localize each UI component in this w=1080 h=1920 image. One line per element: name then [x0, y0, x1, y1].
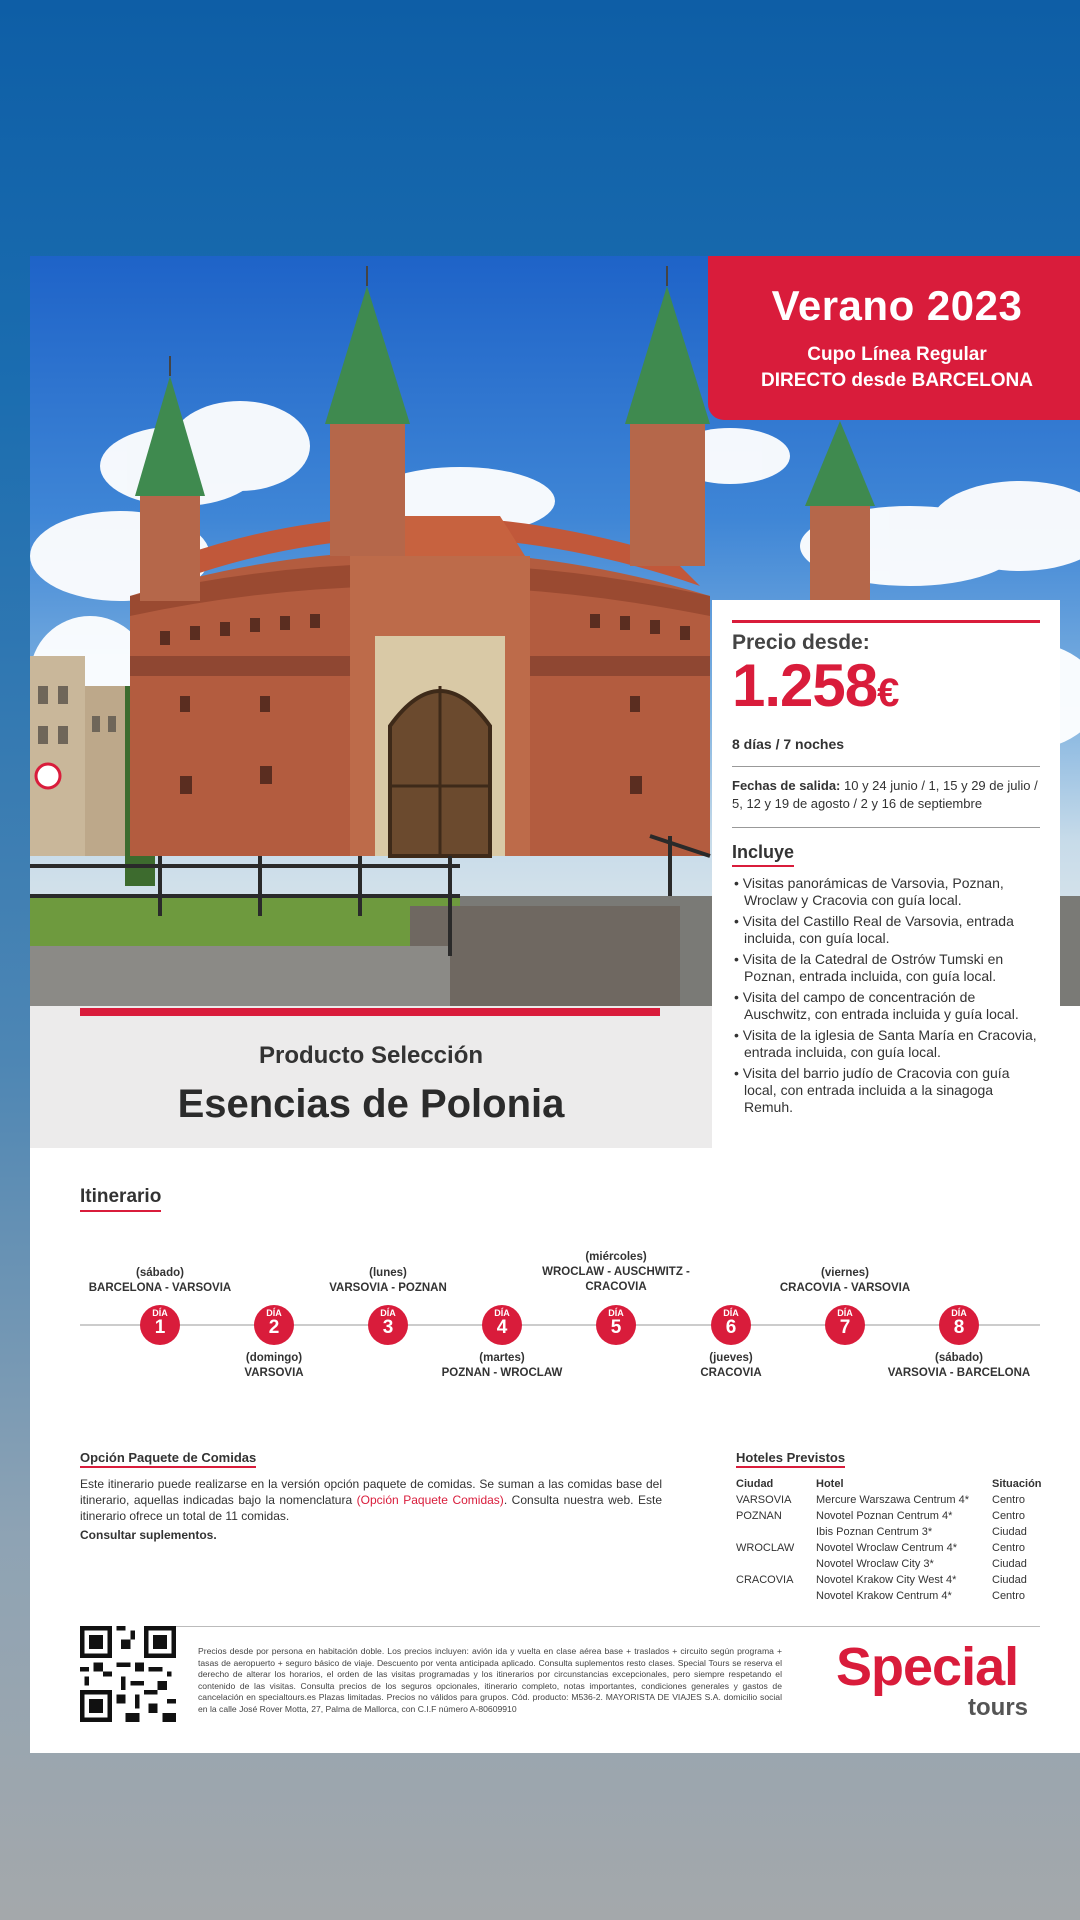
price-panel	[712, 600, 1060, 1148]
panel-divider	[732, 620, 1040, 623]
itinerary-title: Itinerario	[80, 1186, 161, 1212]
price-amount	[732, 652, 1040, 724]
hotels-title: Hoteles Previstos	[736, 1450, 845, 1468]
table-row: Novotel Krakow Centrum 4* Centro	[816, 1590, 1026, 1602]
include-item: • Visita del Castillo Real de Varsovia, entrada incluida, con guía local.	[734, 913, 1014, 946]
day-3-marker: DÍA 3	[368, 1305, 408, 1345]
panel-separator	[732, 827, 1040, 828]
price-currency: €	[877, 671, 899, 715]
day-8-label: (sábado) VARSOVIA - BARCELONA	[887, 1352, 1031, 1379]
include-item: • Visita del barrio judío de Cracovia con guía local, con entrada incluida a la sinagoga Remuh.	[734, 1065, 1010, 1115]
badge-line-1: Cupo Línea Regular	[807, 344, 987, 365]
day-1-label: (sábado) BARCELONA - VARSOVIA	[88, 1267, 232, 1294]
special-tours-logo-sub: tours	[968, 1694, 1028, 1721]
footer-divider	[80, 1626, 1040, 1627]
accent-bar	[80, 1008, 660, 1016]
trip-duration: 8 días / 7 noches	[732, 736, 845, 752]
price-label: Precio desde:	[732, 631, 870, 654]
table-row: WROCLAW Novotel Wroclaw Centrum 4* Centro	[736, 1542, 1026, 1554]
travel-flyer	[30, 256, 1080, 1753]
price-value: 1.258	[732, 652, 878, 719]
day-6-marker: DÍA 6	[711, 1305, 751, 1345]
day-8-marker: DÍA 8	[939, 1305, 979, 1345]
include-item: • Visita del campo de concentración de Auschwitz, con entrada incluida y guía local.	[734, 989, 1019, 1022]
table-row: Ibis Poznan Centrum 3* Ciudad	[816, 1526, 1027, 1538]
day-2-label: (domingo) VARSOVIA	[244, 1352, 304, 1379]
day-4-marker: DÍA 4	[482, 1305, 522, 1345]
table-row: POZNAN Novotel Poznan Centrum 4* Centro	[736, 1510, 1026, 1522]
table-header-row: Ciudad Hotel Situación	[736, 1478, 1042, 1490]
day-4-label: (martes) POZNAN - WROCLAW	[441, 1352, 563, 1379]
day-7-label: (viernes) CRACOVIA - VARSOVIA	[779, 1267, 911, 1294]
product-title: Esencias de Polonia	[177, 1082, 565, 1126]
legal-text: Precios desde por persona en habitación doble. Los precios incluyen: avión ida y vuelta en clase aérea base + traslados + circuito según programa + tasas de aeropuerto + seguro básico de viaje. Descuento por venta anticipada aplicado. Consulta suplementos resto clases. Special Tours se reserva el derecho de alterar los horarios, el orden de las visitas programadas y los itinerarios por circunstancias excepcionales, pero siempre respetando el contenido de las visitas. Consulta precios de los seguros opcionales, itinerario completo, notas importantes, condiciones generales y gastos de cancelación en specialtours.es Plazas limitadas. Precios no válidos para grupos. Cód. producto: M536-2. MAYORISTA DE VIAJES S.A. domicilio social en la calle José Rover Motta, 27, Palma de Mallorca, con C.I.F número A-80609910	[198, 1646, 782, 1714]
include-item: • Visita de la Catedral de Ostrów Tumski en Poznan, entrada incluida, con guía local.	[734, 951, 1004, 984]
badge-line-2: DIRECTO desde BARCELONA	[760, 370, 1033, 391]
table-row: CRACOVIA Novotel Krakow City West 4* Ciudad	[736, 1574, 1027, 1586]
include-item: • Visitas panorámicas de Varsovia, Poznan, Wroclaw y Cracovia con guía local.	[734, 875, 1004, 908]
table-row: Novotel Wroclaw City 3* Ciudad	[816, 1558, 1027, 1570]
meals-text: Este itinerario puede realizarse en la versión opción paquete de comidas. Se suman a las comidas base del itinerario, aquellas indicadas bajo la nomenclatura (Opción Paquete Comidas). Consulta nuestra web. Este itinerario ofrece un total de 11 comidas.	[80, 1477, 663, 1523]
day-2-marker: DÍA 2	[254, 1305, 294, 1345]
includes-title: Incluye	[732, 842, 794, 867]
day-1-marker: DÍA 1	[140, 1305, 180, 1345]
dates-label: Fechas de salida:	[732, 778, 841, 793]
itinerary-timeline	[80, 1324, 1040, 1326]
day-7-marker: DÍA 7	[825, 1305, 865, 1345]
dates-text: 10 y 24 junio / 1, 15 y 29 de julio / 5, 12 y 19 de agosto / 2 y 16 de septiembre	[732, 778, 1038, 811]
hotels-table	[736, 1476, 1052, 1604]
table-row: VARSOVIA Mercure Warszawa Centrum 4* Centro	[736, 1494, 1026, 1506]
day-5-label: (miércoles) WROCLAW - AUSCHWITZ - CRACOVIA	[542, 1251, 690, 1293]
day-3-label: (lunes) VARSOVIA - POZNAN	[329, 1267, 447, 1294]
qr-code-icon[interactable]	[80, 1626, 176, 1722]
day-5-marker: DÍA 5	[596, 1305, 636, 1345]
product-subtitle: Producto Selección	[258, 1042, 484, 1069]
panel-separator	[732, 766, 1040, 767]
include-item: • Visita de la iglesia de Santa María en Cracovia, entrada incluida, con guía local.	[734, 1027, 1037, 1060]
day-6-label: (jueves) CRACOVIA	[700, 1352, 762, 1379]
season-title: Verano 2023	[771, 282, 1023, 329]
includes-list	[732, 875, 1040, 1116]
departure-dates	[732, 777, 1040, 813]
season-badge	[708, 256, 1080, 420]
meals-highlight: (Opción Paquete Comidas)	[356, 1493, 504, 1507]
special-tours-logo: Special	[836, 1637, 1019, 1697]
meals-title: Opción Paquete de Comidas	[80, 1450, 256, 1468]
meals-note: Consultar suplementos.	[80, 1528, 217, 1542]
